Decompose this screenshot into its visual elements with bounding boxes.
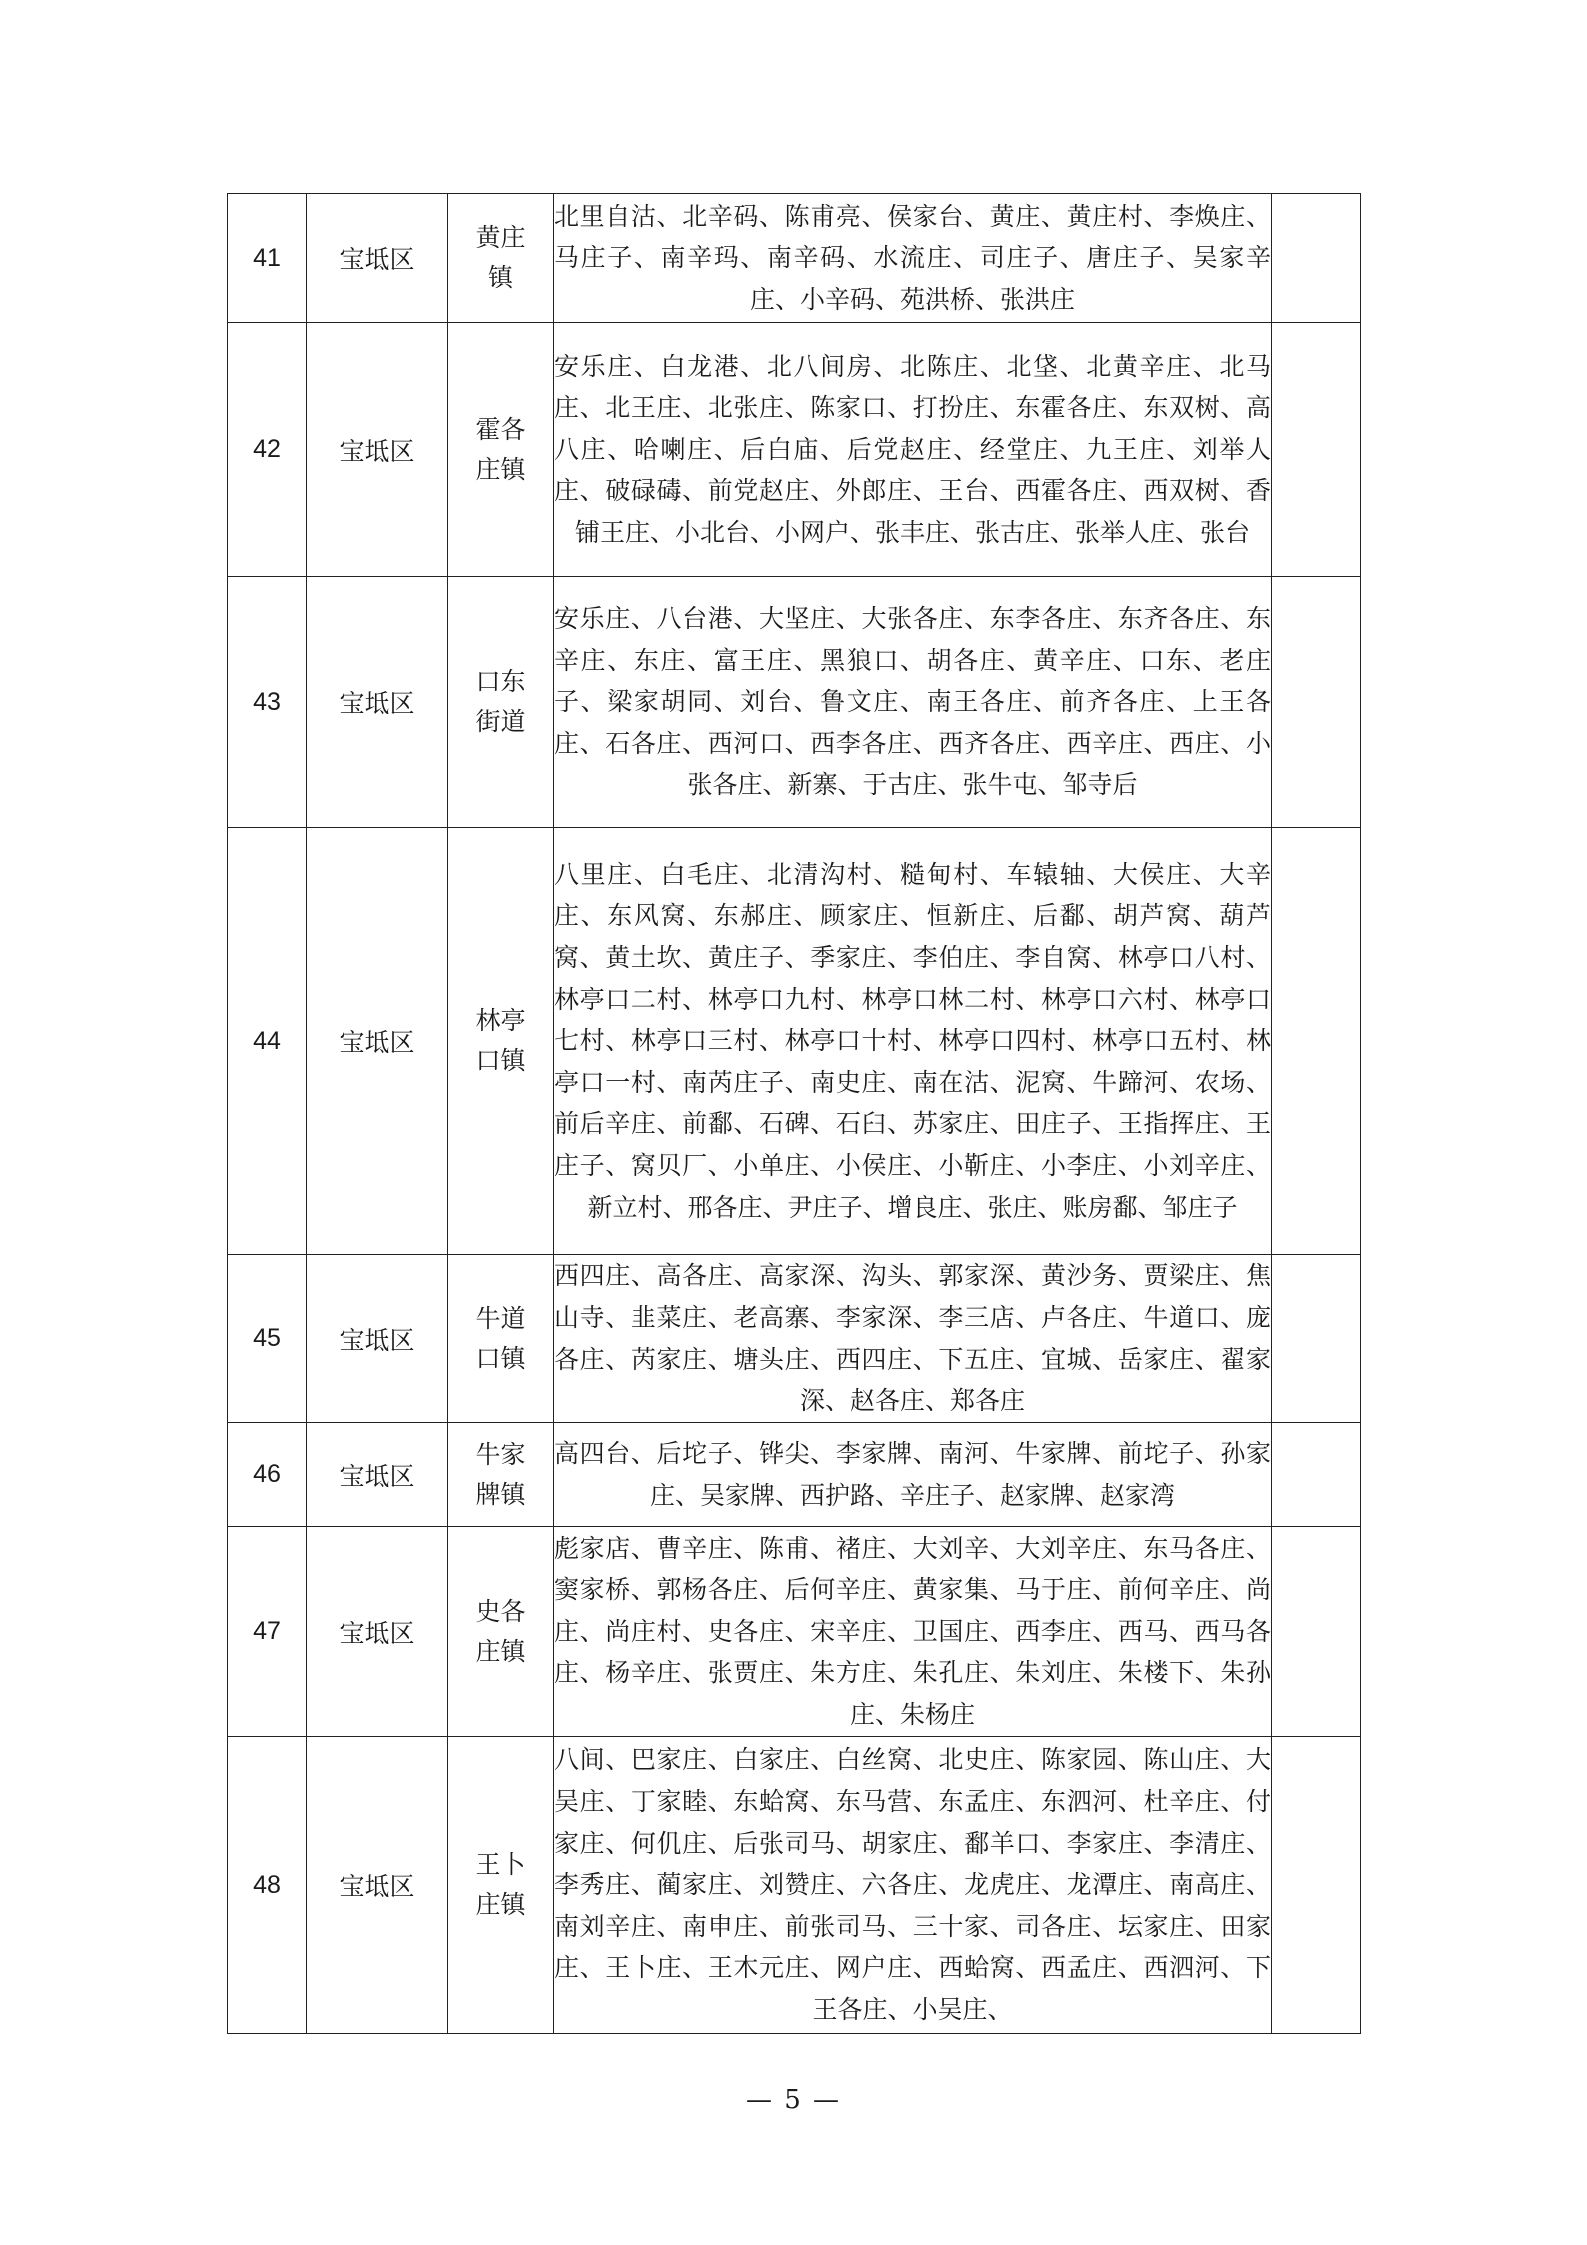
- row-number: 43: [228, 577, 307, 828]
- table-row: [228, 194, 1361, 323]
- remark-cell: [1272, 323, 1361, 577]
- row-number: 42: [228, 323, 307, 577]
- row-number: 45: [228, 1255, 307, 1423]
- village-list: 八间、巴家庄、白家庄、白丝窝、北史庄、陈家园、陈山庄、大吴庄、丁家睦、东蛤窝、东马营、东孟庄、东泗河、杜辛庄、付家庄、何仉庄、后张司马、胡家庄、鄱羊口、李家庄、李清庄、李秀庄、蔺家庄、刘赞庄、六各庄、龙虎庄、龙潭庄、南高庄、南刘辛庄、南申庄、前张司马、三十家、司各庄、坛家庄、田家庄、王卜庄、王木元庄、网户庄、西蛤窝、西孟庄、西泗河、下王各庄、小吴庄、: [554, 1745, 1271, 2024]
- table-row: [228, 828, 1361, 1255]
- village-table: [227, 193, 1361, 2034]
- town-name: 林亭口镇: [475, 1006, 526, 1075]
- district-name: 宝坻区: [307, 1737, 448, 2034]
- remark-cell: [1272, 1527, 1361, 1737]
- town-name: 牛家牌镇: [475, 1439, 526, 1509]
- town-name: 口东街道: [475, 667, 526, 736]
- table-row: [228, 1423, 1361, 1527]
- table-row: [228, 323, 1361, 577]
- table-row: [228, 1255, 1361, 1423]
- district-name: 宝坻区: [307, 1423, 448, 1527]
- table-row: [228, 1527, 1361, 1737]
- table-row: [228, 577, 1361, 828]
- town-name: 霍各庄镇: [475, 414, 526, 484]
- village-list: 安乐庄、白龙港、北八间房、北陈庄、北垡、北黄辛庄、北马庄、北王庄、北张庄、陈家口、打扮庄、东霍各庄、东双树、高八庄、哈喇庄、后白庙、后党赵庄、经堂庄、九王庄、刘举人庄、破碌碡、前党赵庄、外郎庄、王台、西霍各庄、西双树、香铺王庄、小北台、小网户、张丰庄、张古庄、张举人庄、张台: [554, 351, 1271, 547]
- remark-cell: [1272, 577, 1361, 828]
- row-number: 48: [228, 1737, 307, 2034]
- district-name: 宝坻区: [307, 828, 448, 1255]
- village-list: 彪家店、曹辛庄、陈甫、褚庄、大刘辛、大刘辛庄、东马各庄、窦家桥、郭杨各庄、后何辛庄、黄家集、马于庄、前何辛庄、尚庄、尚庄村、史各庄、宋辛庄、卫国庄、西李庄、西马、西马各庄、杨辛庄、张贾庄、朱方庄、朱孔庄、朱刘庄、朱楼下、朱孙庄、朱杨庄: [554, 1533, 1271, 1729]
- row-number: 44: [228, 828, 307, 1255]
- row-number: 47: [228, 1527, 307, 1737]
- town-name: 王卜庄镇: [475, 1850, 526, 1919]
- district-name: 宝坻区: [307, 1255, 448, 1423]
- remark-cell: [1272, 1737, 1361, 2034]
- remark-cell: [1272, 828, 1361, 1255]
- row-number: 46: [228, 1423, 307, 1527]
- district-name: 宝坻区: [307, 323, 448, 577]
- remark-cell: [1272, 194, 1361, 323]
- table-row: [228, 1737, 1361, 2034]
- district-name: 宝坻区: [307, 577, 448, 828]
- village-list: 北里自沽、北辛码、陈甫亮、侯家台、黄庄、黄庄村、李焕庄、马庄子、南辛玛、南辛码、水流庄、司庄子、唐庄子、吴家辛庄、小辛码、苑洪桥、张洪庄: [554, 201, 1271, 314]
- town-name: 黄庄镇: [475, 223, 526, 292]
- town-name: 史各庄镇: [475, 1596, 526, 1666]
- remark-cell: [1272, 1423, 1361, 1527]
- village-list: 安乐庄、八台港、大坚庄、大张各庄、东李各庄、东齐各庄、东辛庄、东庄、富王庄、黑狼口、胡各庄、黄辛庄、口东、老庄子、梁家胡同、刘台、鲁文庄、南王各庄、前齐各庄、上王各庄、石各庄、西河口、西李各庄、西齐各庄、西辛庄、西庄、小张各庄、新寨、于古庄、张牛屯、邹寺后: [554, 604, 1271, 800]
- village-list: 西四庄、高各庄、高家深、沟头、郭家深、黄沙务、贾梁庄、焦山寺、韭菜庄、老高寨、李家深、李三店、卢各庄、牛道口、庞各庄、芮家庄、塘头庄、西四庄、下五庄、宜城、岳家庄、翟家深、赵各庄、郑各庄: [554, 1261, 1271, 1416]
- page-number: — 5 —: [745, 2085, 842, 2115]
- town-name: 牛道口镇: [475, 1303, 526, 1373]
- district-name: 宝坻区: [307, 194, 448, 323]
- district-name: 宝坻区: [307, 1527, 448, 1737]
- village-list: 八里庄、白毛庄、北清沟村、糙甸村、车辕轴、大侯庄、大辛庄、东风窝、东郝庄、顾家庄、恒新庄、后鄱、胡芦窝、葫芦窝、黄土坎、黄庄子、季家庄、李伯庄、李自窝、林亭口八村、林亭口二村、林亭口九村、林亭口林二村、林亭口六村、林亭口七村、林亭口三村、林亭口十村、林亭口四村、林亭口五村、林亭口一村、南芮庄子、南史庄、南在沽、泥窝、牛蹄河、农场、前后辛庄、前鄱、石碑、石臼、苏家庄、田庄子、王指挥庄、王庄子、窝贝厂、小单庄、小侯庄、小靳庄、小李庄、小刘辛庄、新立村、邢各庄、尹庄子、增良庄、张庄、账房鄱、邹庄子: [554, 859, 1271, 1222]
- village-list: 高四台、后坨子、铧尖、李家牌、南河、牛家牌、前坨子、孙家庄、吴家牌、西护路、辛庄子、赵家牌、赵家湾: [554, 1438, 1271, 1510]
- remark-cell: [1272, 1255, 1361, 1423]
- row-number: 41: [228, 194, 307, 323]
